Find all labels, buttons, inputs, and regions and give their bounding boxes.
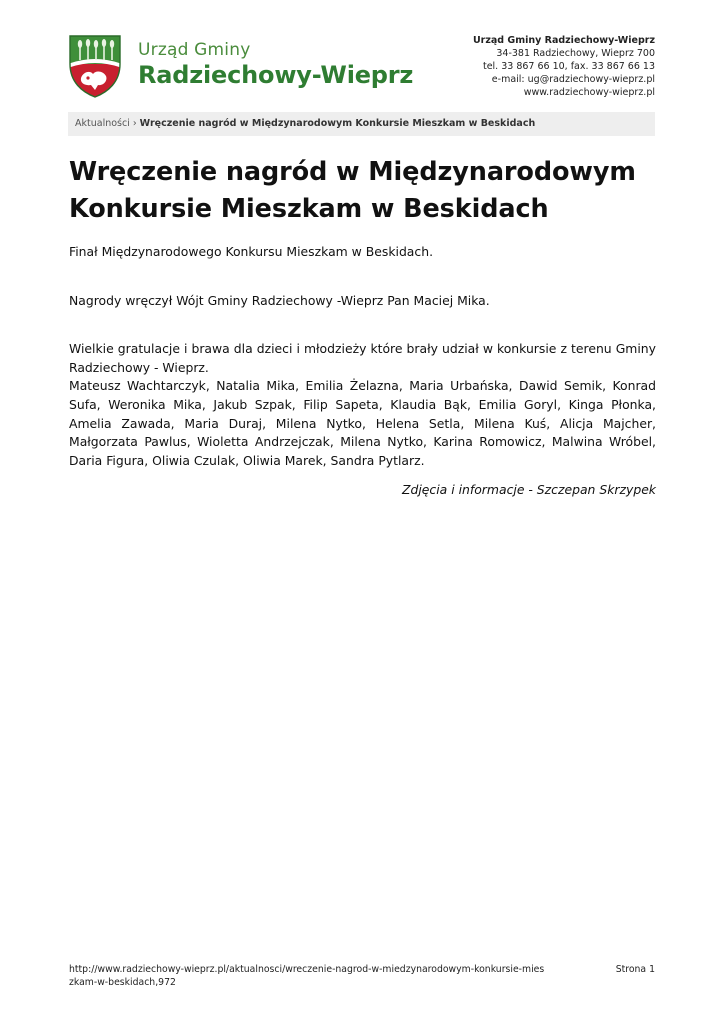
breadcrumb-separator: › [132, 118, 137, 129]
contact-block [473, 34, 655, 99]
contact-name: Urząd Gminy Radziechowy-Wieprz [472, 35, 655, 46]
footer-url: http://www.radziechowy-wieprz.pl/aktualnosci/wreczenie-nagrod-w-miedzynarodowym-konkursie-mieszkam-w-beskidach,972 [69, 964, 545, 988]
contact-email[interactable]: e-mail: ug@radziechowy-wieprz.pl [491, 74, 655, 85]
logo-wordmark [138, 40, 413, 90]
article-paragraph: Wielkie gratulacje i brawa dla dzieci i młodzieży które brały udział w konkursie z terenu Gminy Radziechowy - Wieprz. [69, 341, 656, 375]
breadcrumb [68, 112, 655, 136]
participants-list: Mateusz Wachtarczyk, Natalia Mika, Emilia Żelazna, Maria Urbańska, Dawid Semik, Konrad Sufa, Weronika Mika, Jakub Szpak, Filip Sapeta, Klaudia Bąk, Emilia Goryl, Kinga Płonka, Amelia Zawada, Maria Duraj, Milena Nytko, Helena Setla, Milena Kuś, Alicja Majcher, Małgorzata Pawlus, Wioletta Andrzejczak, Milena Nytko, Karina Romowicz, Malwina Wróbel, Daria Figura, Oliwia Czulak, Oliwia Marek, Sandra Pytlarz. [69, 378, 656, 468]
page-title: Wręczenie nagród w Międzynarodowym Konkursie Mieszkam w Beskidach [69, 157, 636, 224]
breadcrumb-current: Wręczenie nagród w Międzynarodowym Konkursie Mieszkam w Beskidach [139, 118, 536, 129]
article-paragraph: Finał Międzynarodowego Konkursu Mieszkam w Beskidach. [69, 244, 434, 259]
logo-line2: Radziechowy-Wieprz [138, 61, 414, 89]
footer-page-number: Strona 1 [615, 964, 655, 975]
breadcrumb-link-aktualnosci[interactable]: Aktualności [75, 118, 130, 129]
logo-line1: Urząd Gminy [138, 40, 251, 60]
coat-of-arms-logo [68, 34, 122, 98]
contact-address: 34-381 Radziechowy, Wieprz 700 [496, 48, 655, 59]
photo-credit: Zdjęcia i informacje - Szczepan Skrzypek [401, 482, 656, 498]
article-content [69, 243, 656, 500]
contact-phone: tel. 33 867 66 10, fax. 33 867 66 13 [482, 61, 655, 72]
article-paragraph: Nagrody wręczył Wójt Gminy Radziechowy -Wieprz Pan Maciej Mika. [69, 292, 490, 308]
contact-website[interactable]: www.radziechowy-wieprz.pl [523, 87, 655, 98]
